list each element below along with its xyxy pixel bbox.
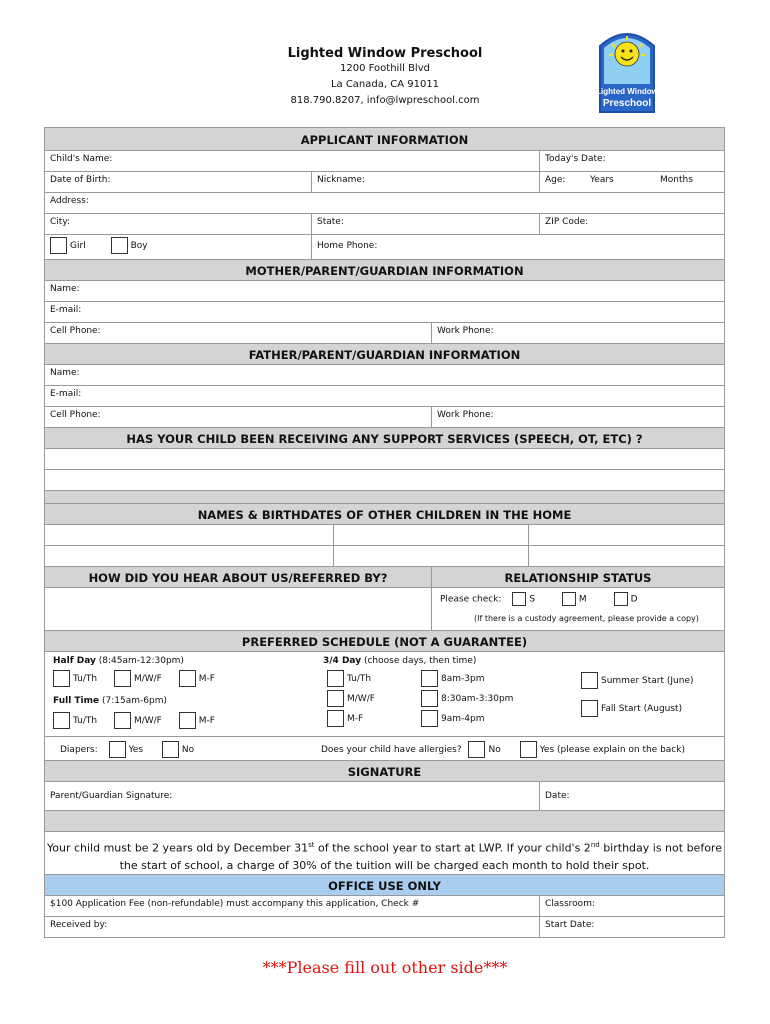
diapers-yes-checkbox[interactable] bbox=[109, 741, 126, 758]
relationship-cell bbox=[432, 588, 724, 630]
full-mwf-checkbox[interactable] bbox=[114, 712, 131, 729]
girl-label: Girl bbox=[70, 241, 86, 251]
row-mother-phone bbox=[44, 322, 725, 344]
full-mwf-label: M/W/F bbox=[133, 716, 162, 726]
father-section-title: FATHER/PARENT/GUARDIAN INFORMATION bbox=[44, 343, 725, 365]
married-checkbox[interactable] bbox=[562, 592, 576, 606]
mother-section-title: MOTHER/PARENT/GUARDIAN INFORMATION bbox=[44, 259, 725, 281]
child-name-field[interactable]: Child's Name: bbox=[45, 151, 540, 171]
row-city bbox=[44, 213, 725, 235]
relationship-section-title: RELATIONSHIP STATUS bbox=[504, 571, 652, 585]
child-entry[interactable] bbox=[529, 525, 724, 545]
start-date-field[interactable]: Start Date: bbox=[545, 920, 595, 930]
three-quarter-note: (choose days, then time) bbox=[363, 656, 477, 666]
diapers-yes-label: Yes bbox=[128, 745, 144, 755]
office-section-title: OFFICE USE ONLY bbox=[44, 874, 725, 896]
school-contact: 818.790.8207, info@lwpreschool.com bbox=[290, 95, 480, 106]
full-mf-checkbox[interactable] bbox=[179, 712, 196, 729]
time-9-4-label: 9am-4pm bbox=[441, 714, 485, 724]
row-mother-email bbox=[44, 301, 725, 323]
half-mwf-label: M/W/F bbox=[133, 674, 162, 684]
school-name: Lighted Window Preschool bbox=[287, 46, 483, 61]
boy-label: Boy bbox=[130, 241, 148, 251]
full-mf-label: M-F bbox=[198, 716, 215, 726]
age-label: Age: bbox=[545, 175, 566, 185]
applicant-section-title: APPLICANT INFORMATION bbox=[44, 127, 725, 151]
diapers-label: Diapers: bbox=[60, 745, 98, 755]
years-label: Years bbox=[590, 175, 614, 185]
allergies-no-label: No bbox=[488, 745, 501, 755]
schedule-section-title: PREFERRED SCHEDULE (NOT A GUARANTEE) bbox=[44, 630, 725, 652]
office-row-1 bbox=[44, 895, 725, 917]
time-8-3-label: 8am-3pm bbox=[441, 674, 485, 684]
home-phone-field[interactable]: Home Phone: bbox=[317, 241, 378, 251]
diapers-allergies-row bbox=[45, 736, 724, 762]
time-830-330-label: 8:30am-3:30pm bbox=[441, 694, 514, 704]
time-9-4-checkbox[interactable] bbox=[421, 710, 438, 727]
child-entry[interactable] bbox=[45, 546, 334, 566]
support-line-2[interactable] bbox=[44, 469, 725, 491]
fall-start-checkbox[interactable] bbox=[581, 700, 598, 717]
allergies-note: (please explain on the back) bbox=[557, 745, 685, 755]
logo-text-line2: Preschool bbox=[602, 98, 652, 109]
allergies-label: Does your child have allergies? bbox=[321, 745, 462, 755]
half-mf-label: M-F bbox=[198, 674, 215, 684]
half-day-label: Half Day bbox=[53, 656, 96, 666]
nickname-field[interactable]: Nickname: bbox=[312, 172, 540, 192]
half-tuth-label: Tu/Th bbox=[73, 674, 98, 684]
children-row-1 bbox=[44, 524, 725, 546]
row-address bbox=[44, 192, 725, 214]
full-time-time: (7:15am-6pm) bbox=[102, 696, 167, 706]
signature-row bbox=[44, 781, 725, 811]
full-tuth-label: Tu/Th bbox=[73, 716, 98, 726]
gender-cell bbox=[45, 235, 312, 259]
spacer-row bbox=[44, 490, 725, 504]
notice-part-b: of the school year to start at LWP. If your child's 2 bbox=[314, 841, 591, 855]
row-father-phone bbox=[44, 406, 725, 428]
allergies-yes-label: Yes bbox=[539, 745, 555, 755]
please-check-label: Please check: bbox=[440, 594, 502, 605]
parent-signature-field[interactable]: Parent/Guardian Signature: bbox=[45, 782, 540, 810]
row-child-name bbox=[44, 150, 725, 172]
notice-line-2: the start of school, a charge of 30% of the tuition will be charged each month to hold their spot. bbox=[119, 858, 650, 872]
half-day-time: (8:45am-12:30pm) bbox=[98, 656, 184, 666]
father-name-field[interactable]: Name: bbox=[50, 368, 80, 378]
school-address-line1: 1200 Foothill Blvd bbox=[340, 63, 430, 74]
father-work-phone-field[interactable]: Work Phone: bbox=[437, 410, 494, 420]
girl-checkbox[interactable] bbox=[50, 237, 67, 254]
time-8-3-checkbox[interactable] bbox=[421, 670, 438, 687]
allergies-no-checkbox[interactable] bbox=[468, 741, 485, 758]
half-mwf-checkbox[interactable] bbox=[114, 670, 131, 687]
age-requirement-notice bbox=[44, 831, 725, 875]
full-time-label: Full Time bbox=[53, 696, 100, 706]
diapers-no-label: No bbox=[181, 745, 195, 755]
row-gender bbox=[44, 234, 725, 260]
tq-tuth-label: Tu/Th bbox=[347, 674, 372, 684]
school-logo bbox=[594, 24, 660, 114]
father-cell-phone-field[interactable]: Cell Phone: bbox=[45, 407, 432, 427]
received-by-field[interactable]: Received by: bbox=[45, 917, 540, 937]
months-label: Months bbox=[660, 175, 693, 185]
child-entry[interactable] bbox=[45, 525, 334, 545]
zip-field[interactable]: ZIP Code: bbox=[545, 217, 589, 227]
divorced-label: D bbox=[630, 594, 638, 605]
notice-line-1 bbox=[45, 837, 724, 857]
child-entry[interactable] bbox=[334, 546, 529, 566]
custody-note: (If there is a custody agreement, please provide a copy) bbox=[474, 614, 699, 623]
notice-sup-2: nd bbox=[590, 841, 600, 849]
address-field[interactable]: Address: bbox=[50, 196, 89, 206]
logo-text-line1: Lighted Window bbox=[596, 87, 658, 96]
tq-mwf-checkbox[interactable] bbox=[327, 690, 344, 707]
age-field[interactable] bbox=[540, 172, 724, 192]
notice-sup-1: st bbox=[308, 841, 315, 849]
mother-work-phone-field[interactable]: Work Phone: bbox=[437, 326, 494, 336]
signature-date-field[interactable]: Date: bbox=[545, 791, 570, 801]
mother-cell-phone-field[interactable]: Cell Phone: bbox=[45, 323, 432, 343]
summer-start-checkbox[interactable] bbox=[581, 672, 598, 689]
tq-mf-checkbox[interactable] bbox=[327, 710, 344, 727]
full-tuth-checkbox[interactable] bbox=[53, 712, 70, 729]
row-mother-name bbox=[44, 280, 725, 302]
office-row-2 bbox=[44, 916, 725, 938]
allergies-yes-checkbox[interactable] bbox=[520, 741, 537, 758]
support-section-title: HAS YOUR CHILD BEEN RECEIVING ANY SUPPORT SERVICES (SPEECH, OT, ETC) ? bbox=[44, 427, 725, 449]
tq-mf-label: M-F bbox=[347, 714, 364, 724]
referral-relationship-row bbox=[44, 587, 725, 631]
city-field[interactable]: City: bbox=[45, 214, 312, 234]
children-row-2 bbox=[44, 545, 725, 567]
single-label: S bbox=[529, 594, 536, 605]
application-fee-field[interactable]: $100 Application Fee (non-refundable) must accompany this application, Check # bbox=[45, 896, 540, 916]
children-section-title: NAMES & BIRTHDATES OF OTHER CHILDREN IN THE HOME bbox=[44, 503, 725, 525]
child-entry[interactable] bbox=[334, 525, 529, 545]
row-dob bbox=[44, 171, 725, 193]
mother-name-field[interactable]: Name: bbox=[50, 284, 80, 294]
schedule-block bbox=[44, 651, 725, 761]
half-mf-checkbox[interactable] bbox=[179, 670, 196, 687]
boy-checkbox[interactable] bbox=[111, 237, 128, 254]
notice-part-c: birthday is not before bbox=[599, 841, 722, 855]
row-father-email bbox=[44, 385, 725, 407]
spacer-row bbox=[44, 810, 725, 832]
referral-field[interactable] bbox=[45, 588, 432, 630]
signature-section-title: SIGNATURE bbox=[44, 760, 725, 782]
notice-part-a: Your child must be 2 years old by December 31 bbox=[47, 841, 309, 855]
father-email-field[interactable]: E-mail: bbox=[50, 389, 82, 399]
fall-start-label: Fall Start (August) bbox=[601, 704, 683, 714]
application-form bbox=[44, 128, 725, 938]
tq-mwf-label: M/W/F bbox=[347, 694, 375, 704]
time-830-330-checkbox[interactable] bbox=[421, 690, 438, 707]
married-label: M bbox=[578, 594, 587, 605]
three-quarter-label: 3/4 Day bbox=[323, 656, 362, 666]
referral-section-title: HOW DID YOU HEAR ABOUT US/REFERRED BY? bbox=[45, 567, 432, 587]
half-tuth-checkbox[interactable] bbox=[53, 670, 70, 687]
mother-email-field[interactable]: E-mail: bbox=[50, 305, 82, 315]
dob-field[interactable]: Date of Birth: bbox=[45, 172, 312, 192]
school-address-line2: La Canada, CA 91011 bbox=[330, 79, 440, 90]
single-checkbox[interactable] bbox=[512, 592, 526, 606]
support-line-1[interactable] bbox=[44, 448, 725, 470]
child-entry[interactable] bbox=[529, 546, 724, 566]
row-father-name bbox=[44, 364, 725, 386]
diapers-no-checkbox[interactable] bbox=[162, 741, 179, 758]
state-field[interactable]: State: bbox=[312, 214, 540, 234]
tq-tuth-checkbox[interactable] bbox=[327, 670, 344, 687]
divorced-checkbox[interactable] bbox=[614, 592, 628, 606]
summer-start-label: Summer Start (June) bbox=[601, 676, 694, 686]
todays-date-field[interactable]: Today's Date: bbox=[545, 154, 606, 164]
referral-relationship-header bbox=[44, 566, 725, 588]
fill-other-side-note: ***Please fill out other side*** bbox=[262, 958, 508, 977]
classroom-field[interactable]: Classroom: bbox=[545, 899, 595, 909]
